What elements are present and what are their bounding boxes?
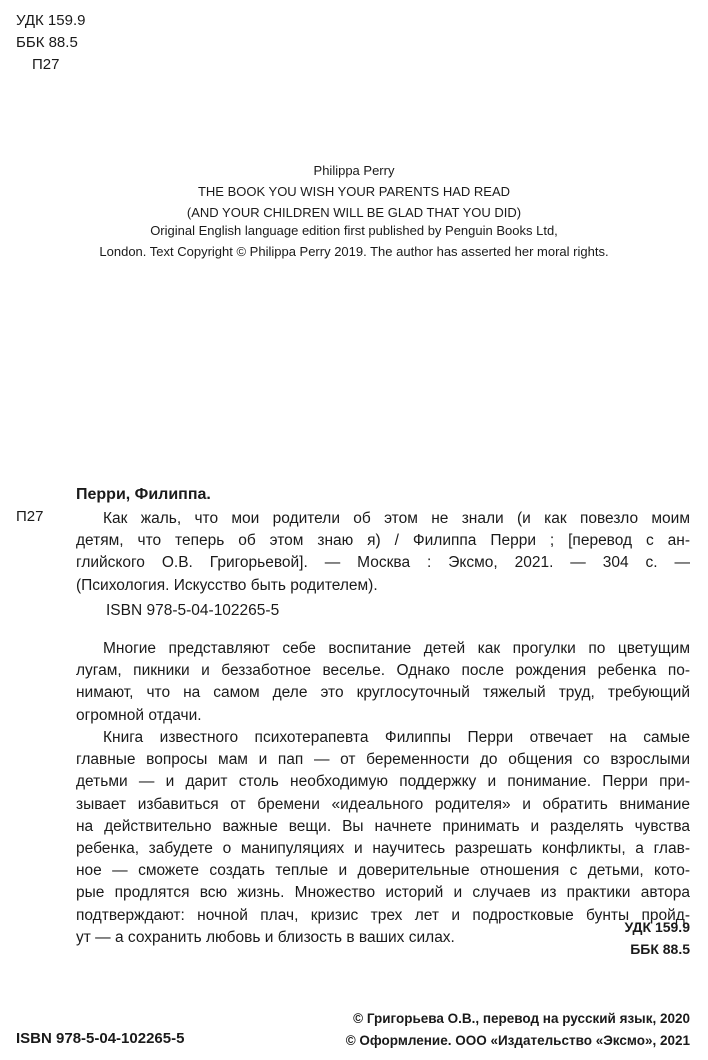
annotation-line: подтверждают: ночной плач, кризис трех лет и подростковые бунты пройд- [76, 906, 690, 924]
annotation-line: ное — сможете создать теплые и доверительные отношения с детьми, кото- [76, 862, 690, 880]
catalog-isbn: ISBN 978-5-04-102265-5 [106, 602, 280, 619]
annotation-line: ут — а сохранить любовь и близость в ваших силах. [76, 928, 455, 946]
bottom-bbk-code: ББК 88.5 [630, 941, 690, 957]
annotation-line: детьми — и дарит столь необходимую поддержку и понимание. Перри при- [76, 773, 690, 791]
annotation-line: нимают, что на самом деле это круглосуточный тяжелый труд, требующий [76, 684, 690, 702]
bib-line: Как жаль, что мои родители об этом не знали (и как повезло моим [103, 510, 690, 527]
annotation-line: рые продлятся всю жизнь. Множество историй и случаев из практики автора [76, 884, 690, 902]
top-codes [16, 10, 85, 76]
bib-line: детям, что теперь об этом знаю я) / Филиппа Перри ; [перевод с ан- [76, 532, 690, 550]
bib-line: глийского О.В. Григорьевой]. — Москва : Эксмо, 2021. — 304 с. — [76, 554, 690, 572]
annotation-line: огромной отдачи. [76, 706, 202, 724]
bibliographic-description [76, 508, 690, 597]
annotation-line: Книга известного психотерапевта Филиппы Перри отвечает на самые [103, 729, 690, 746]
original-author: Philippa Perry [313, 163, 395, 178]
author-code: П27 [32, 56, 60, 73]
footer-isbn: ISBN 978-5-04-102265-5 [16, 1030, 185, 1047]
annotation-line: на действительно важные вещи. Вы начнете принимать и разделять чувства [76, 817, 690, 835]
copyright-translation: © Григорьева О.В., перевод на русский язык, 2020 [353, 1011, 690, 1026]
catalog-heading: Перри, Филиппа. [76, 486, 211, 503]
catalog-class-code: П27 [16, 508, 44, 525]
bottom-udk-code: УДК 159.9 [624, 919, 690, 935]
publisher-line1: Original English language edition first published by Penguin Books Ltd, [150, 223, 558, 238]
original-title-block [0, 160, 708, 223]
copyright-design: © Оформление. ООО «Издательство «Эксмо», 2021 [345, 1033, 690, 1048]
annotation-line: лугам, пикники и беззаботное веселье. Однако после рождения ребенка по- [76, 662, 690, 680]
annotation-line: главные вопросы мам и пап — от беременности до общения со взрослыми [76, 751, 690, 769]
udk-code: УДК 159.9 [16, 12, 86, 29]
annotation-paragraph-1 [76, 638, 690, 727]
annotation-line: зывает избавиться от бремени «идеального родителя» и обратить внимание [76, 795, 690, 813]
bbk-code: ББК 88.5 [16, 34, 78, 51]
annotation-line: Многие представляют себе воспитание детей как прогулки по цветущим [103, 640, 690, 657]
publisher-line2: London. Text Copyright © Philippa Perry 2019. The author has asserted her moral rights. [99, 244, 609, 259]
bottom-codes [625, 916, 690, 960]
annotation-paragraph-2 [76, 727, 690, 949]
original-title-line1: THE BOOK YOU WISH YOUR PARENTS HAD READ [197, 184, 511, 199]
copyright-block [346, 1008, 690, 1052]
original-publisher-block [0, 220, 708, 262]
original-title-line2: (AND YOUR CHILDREN WILL BE GLAD THAT YOU DID) [186, 205, 522, 220]
annotation-line: ребенка, забудете о манипуляциях и научитесь разрешать конфликты, а глав- [76, 840, 690, 858]
bib-line: (Психология. Искусство быть родителем). [76, 576, 378, 594]
